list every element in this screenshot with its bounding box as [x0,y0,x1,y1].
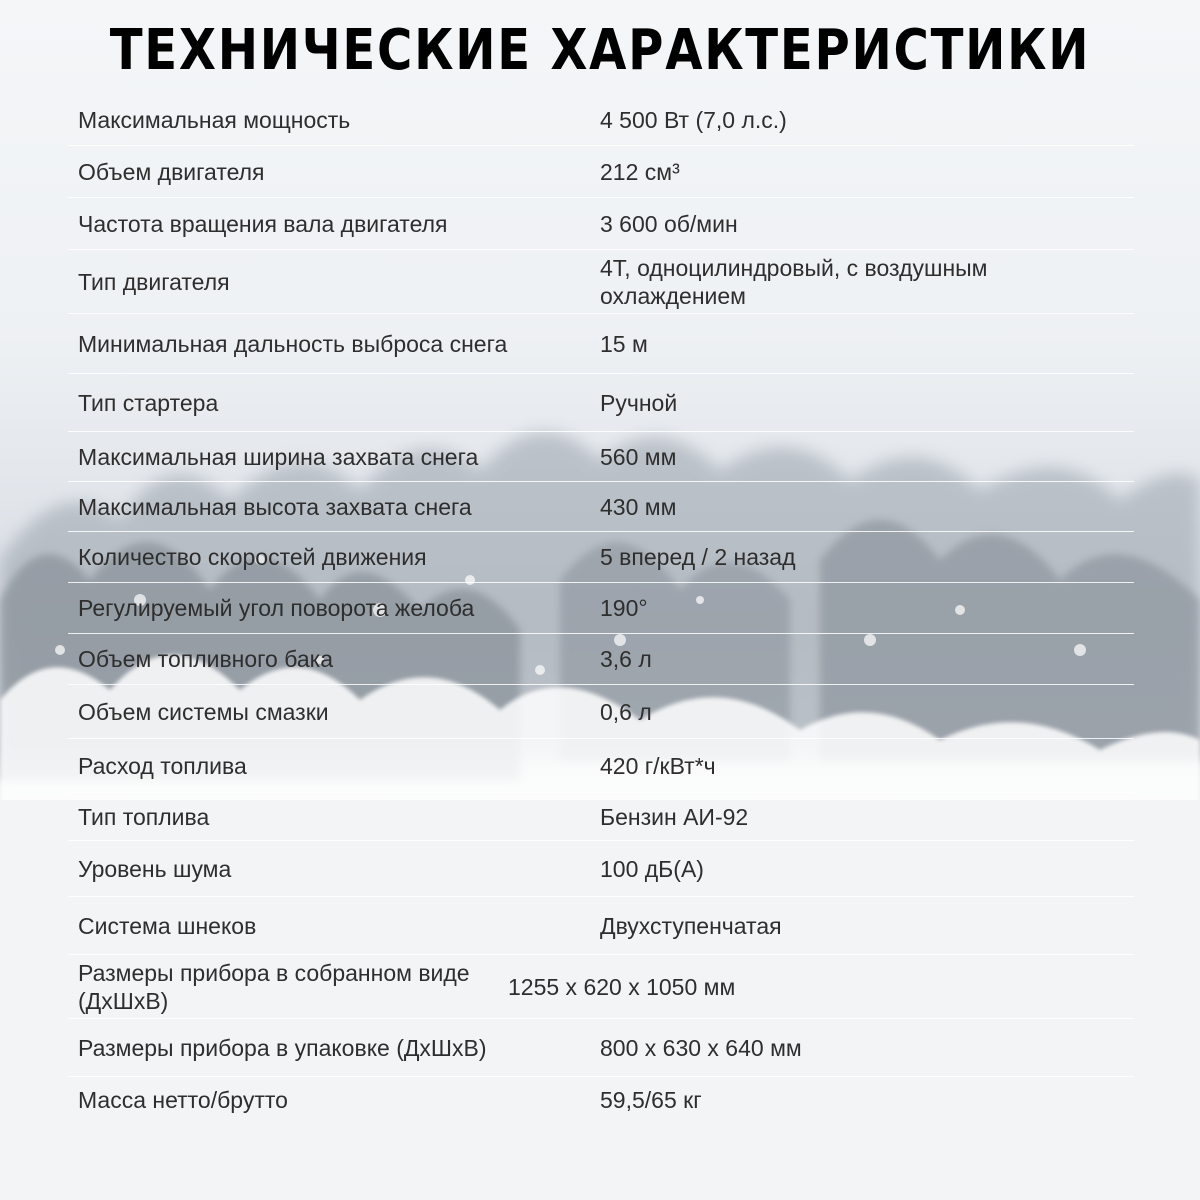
spec-row [68,198,1134,250]
spec-value: 800 х 630 х 640 мм [600,1034,802,1061]
spec-label: Масса нетто/брутто [78,1087,288,1113]
spec-label: Расход топлива [78,752,247,779]
spec-label: Тип стартера [78,389,219,416]
spec-row [68,146,1134,198]
spec-label: Объем системы смазки [78,698,329,725]
spec-value: 560 мм [600,443,677,470]
spec-row [68,1019,1134,1077]
spec-value: 15 м [600,330,648,357]
spec-label: Объем двигателя [78,158,265,185]
spec-value: 100 дБ(А) [600,855,704,882]
spec-row [68,739,1134,793]
spec-value: 1255 х 620 х 1050 мм [508,973,736,1000]
spec-row [68,897,1134,955]
spec-row [68,634,1134,685]
spec-label: Регулируемый угол поворота желоба [78,595,475,621]
spec-row [68,250,1134,314]
spec-value: 430 мм [600,493,677,520]
spec-row [68,432,1134,482]
spec-value: Бензин АИ-92 [600,803,749,830]
spec-label: Максимальная ширина захвата снега [78,443,479,470]
spec-value: 212 см³ [600,158,680,185]
spec-value: 59,5/65 кг [600,1087,702,1113]
spec-row [68,841,1134,897]
spec-value: 0,6 л [600,698,652,725]
spec-row [68,583,1134,634]
specifications-table [68,94,1134,1123]
spec-label: Система шнеков [78,912,257,939]
spec-label: Размеры прибора в собранном виде (ДхШхВ) [78,959,470,1014]
page-title: ТЕХНИЧЕСКИЕ ХАРАКТЕРИСТИКИ [109,18,1091,83]
spec-label: Максимальная высота захвата снега [78,493,472,520]
spec-value: Ручной [600,389,678,416]
spec-label: Тип топлива [78,803,210,830]
spec-value: 3 600 об/мин [600,210,738,237]
spec-label: Объем топливного бака [78,646,334,672]
spec-row [68,482,1134,532]
spec-row [68,314,1134,374]
spec-row [68,374,1134,432]
spec-row [68,1077,1134,1123]
spec-label: Уровень шума [78,855,232,882]
spec-label: Количество скоростей движения [78,544,427,570]
spec-value: 5 вперед / 2 назад [600,544,796,570]
spec-row [68,532,1134,583]
spec-value: 4 500 Вт (7,0 л.с.) [600,106,787,133]
spec-value: 190° [600,595,648,621]
spec-row [68,685,1134,739]
spec-value: 3,6 л [600,646,652,672]
spec-row [68,94,1134,146]
spec-row [68,955,1134,1019]
spec-label: Минимальная дальность выброса снега [78,330,508,357]
spec-value: 420 г/кВт*ч [600,752,716,779]
spec-label: Тип двигателя [78,268,230,295]
spec-value: Двухступенчатая [600,912,782,939]
spec-label: Максимальная мощность [78,106,351,133]
spec-row [68,793,1134,841]
spec-label: Размеры прибора в упаковке (ДхШхВ) [78,1034,487,1061]
spec-value: 4Т, одноцилиндровый, с воздушным охлаждением [600,254,988,309]
spec-label: Частота вращения вала двигателя [78,210,448,237]
